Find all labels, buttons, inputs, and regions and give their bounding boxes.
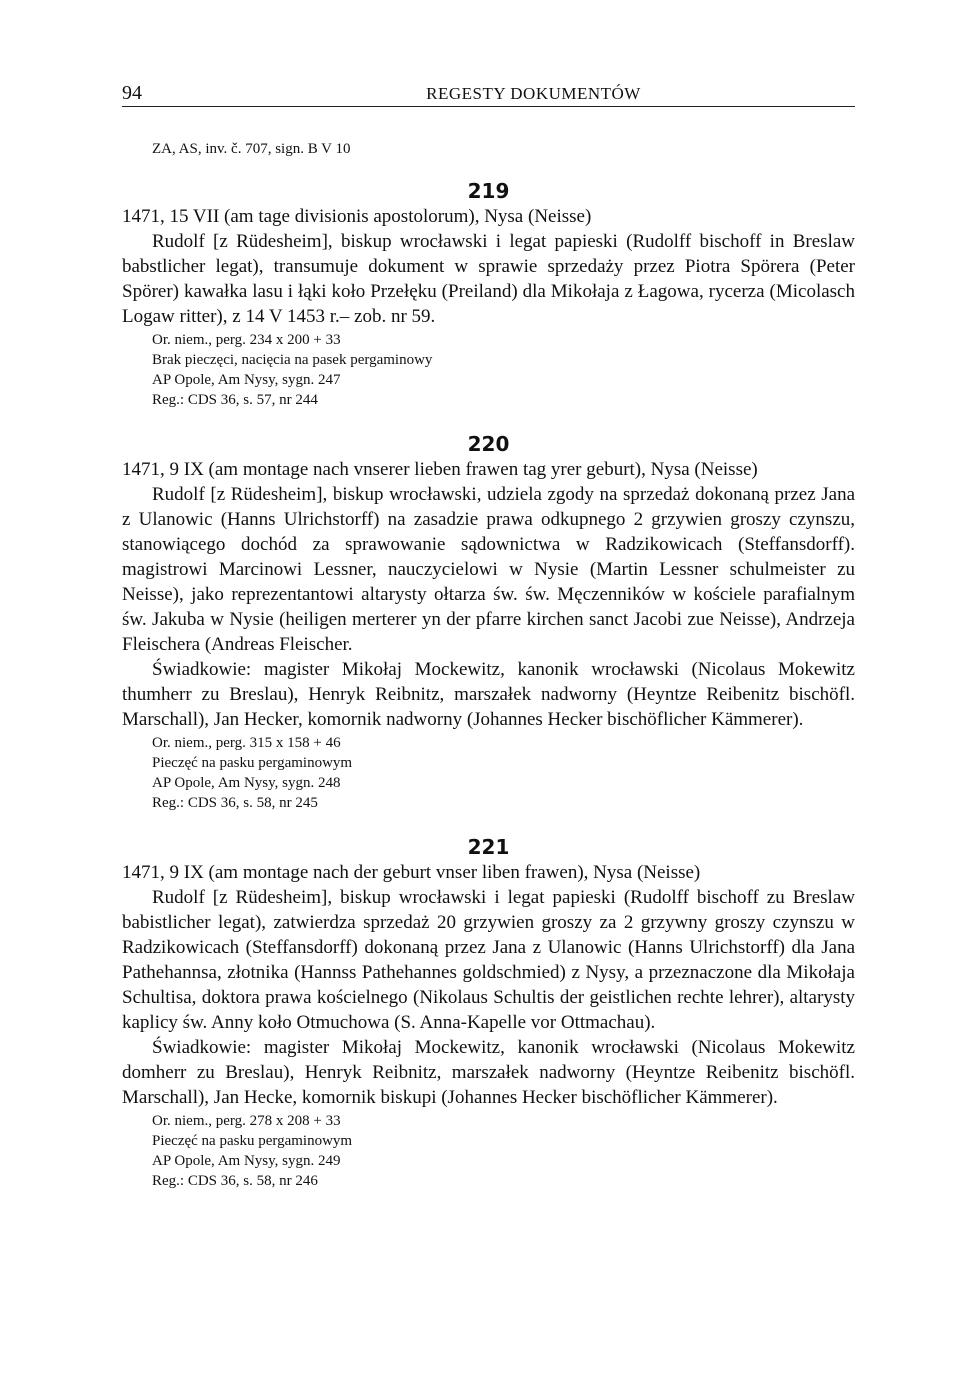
note-archive: AP Opole, Am Nysy, sygn. 249 [152, 1153, 341, 1169]
running-header [122, 78, 855, 107]
regest-date-line: 1471, 9 IX (am montage nach der geburt vnser liben frawen), Nysa (Neisse) [122, 862, 701, 883]
regest-notes [122, 733, 855, 813]
regest-entry-220 [122, 432, 855, 813]
note-register: Reg.: CDS 36, s. 58, nr 246 [152, 1173, 318, 1189]
note-original: Or. niem., perg. 234 x 200 + 33 [152, 332, 341, 348]
note-seal: Pieczęć na pasku pergaminowym [152, 755, 353, 771]
regest-summary: Rudolf [z Rüdesheim], biskup wrocławski i legat papieski (Rudolff bischoff zu Breslaw babistlicher legat), zatwierdza sprzedaż 20 grzywien groszy za 2 grzywny groszy czynszu w Radzikowicach (Steffansdorff) dokonaną przez Jana z Ulanowic (Hanns Ulrichstorff) dla Jana Pathehannsa, złotnika (Hannss Pathehannes goldschmied) z Nysy, a przeznaczone dla Mikołaja Schultisa, doktora prawa kościelnego (Nikolaus Schultis der geistlichen rechte lehrer), altarysty kaplicy św. Anny koło Otmuchowa (S. Anna-Kapelle vor Ottmachau). [122, 887, 855, 1033]
page-number: 94 [122, 82, 142, 104]
regest-number: 219 [467, 179, 510, 203]
note-original: Or. niem., perg. 315 x 158 + 46 [152, 735, 341, 751]
regest-summary: Rudolf [z Rüdesheim], biskup wrocławski i legat papieski (Rudolff bischoff in Breslaw babstlicher legat), transumuje dokument w sprawie sprzedaży przez Piotra Spörera (Peter Spörer) kawałka lasu i łąki koło Przełęku (Preiland) dla Mikołaja z Łagowa, rycerza (Micolasch Logaw ritter), z 14 V 1453 r.– zob. nr 59. [122, 231, 855, 327]
regest-witnesses: Świadkowie: magister Mikołaj Mockewitz, kanonik wrocławski (Nicolaus Mokewitz domherr zu Breslau), Henryk Reibnitz, marszałek nadworny (Heyntze Reibenitz bischöfl. Marschall), Jan Hecke, komornik biskupi (Johannes Hecker bischöflicher Kämmerer). [122, 1037, 855, 1108]
note-register: Reg.: CDS 36, s. 58, nr 245 [152, 795, 318, 811]
note-seal: Brak pieczęci, nacięcia na pasek pergaminowy [152, 352, 433, 368]
note-archive: AP Opole, Am Nysy, sygn. 247 [152, 372, 341, 388]
regest-date-line: 1471, 15 VII (am tage divisionis apostolorum), Nysa (Neisse) [122, 206, 592, 227]
note-seal: Pieczęć na pasku pergaminowym [152, 1133, 353, 1149]
regest-number: 220 [467, 432, 510, 456]
regest-witnesses: Świadkowie: magister Mikołaj Mockewitz, kanonik wrocławski (Nicolaus Mokewitz thumherr zu Breslau), Henryk Reibnitz, marszałek nadworny (Heyntze Reibenitz bischöfl. Marschall), Jan Hecker, komornik nadworny (Johannes Hecker bischöflicher Kämmerer). [122, 659, 855, 730]
regest-notes [122, 330, 855, 410]
running-title: REGESTY DOKUMENTÓW [426, 84, 641, 103]
regest-notes [122, 1111, 855, 1191]
note-archive: AP Opole, Am Nysy, sygn. 248 [152, 775, 341, 791]
regest-number: 221 [467, 835, 510, 859]
document-page [122, 78, 855, 1191]
archive-reference-note: ZA, AS, inv. č. 707, sign. B V 10 [152, 141, 351, 157]
regest-entry-219 [122, 179, 855, 410]
regest-date-line: 1471, 9 IX (am montage nach vnserer lieben frawen tag yrer geburt), Nysa (Neisse) [122, 459, 758, 480]
regest-entry-221 [122, 835, 855, 1191]
note-register: Reg.: CDS 36, s. 57, nr 244 [152, 392, 318, 408]
regest-summary: Rudolf [z Rüdesheim], biskup wrocławski, udziela zgody na sprzedaż dokonaną przez Jana z Ulanowic (Hanns Ulrichstorff) na zasadzie prawa odkupnego 2 grzywien groszy czynszu, stanowiącego dochód za sprawowanie sądownictwa w Radzikowicach (Steffansdorff). magistrowi Marcinowi Lessner, nauczycielowi w Nysie (Martin Lessner schulmeister zu Neisse), jako reprezentantowi altarysty ołtarza św. św. Męczenników w kościele parafialnym św. Jakuba w Nysie (heiligen merterer yn der pfarre kirchen sanct Jacobi zue Neisse), Andrzeja Fleischera (Andreas Fleischer. [122, 484, 855, 655]
note-original: Or. niem., perg. 278 x 208 + 33 [152, 1113, 341, 1129]
